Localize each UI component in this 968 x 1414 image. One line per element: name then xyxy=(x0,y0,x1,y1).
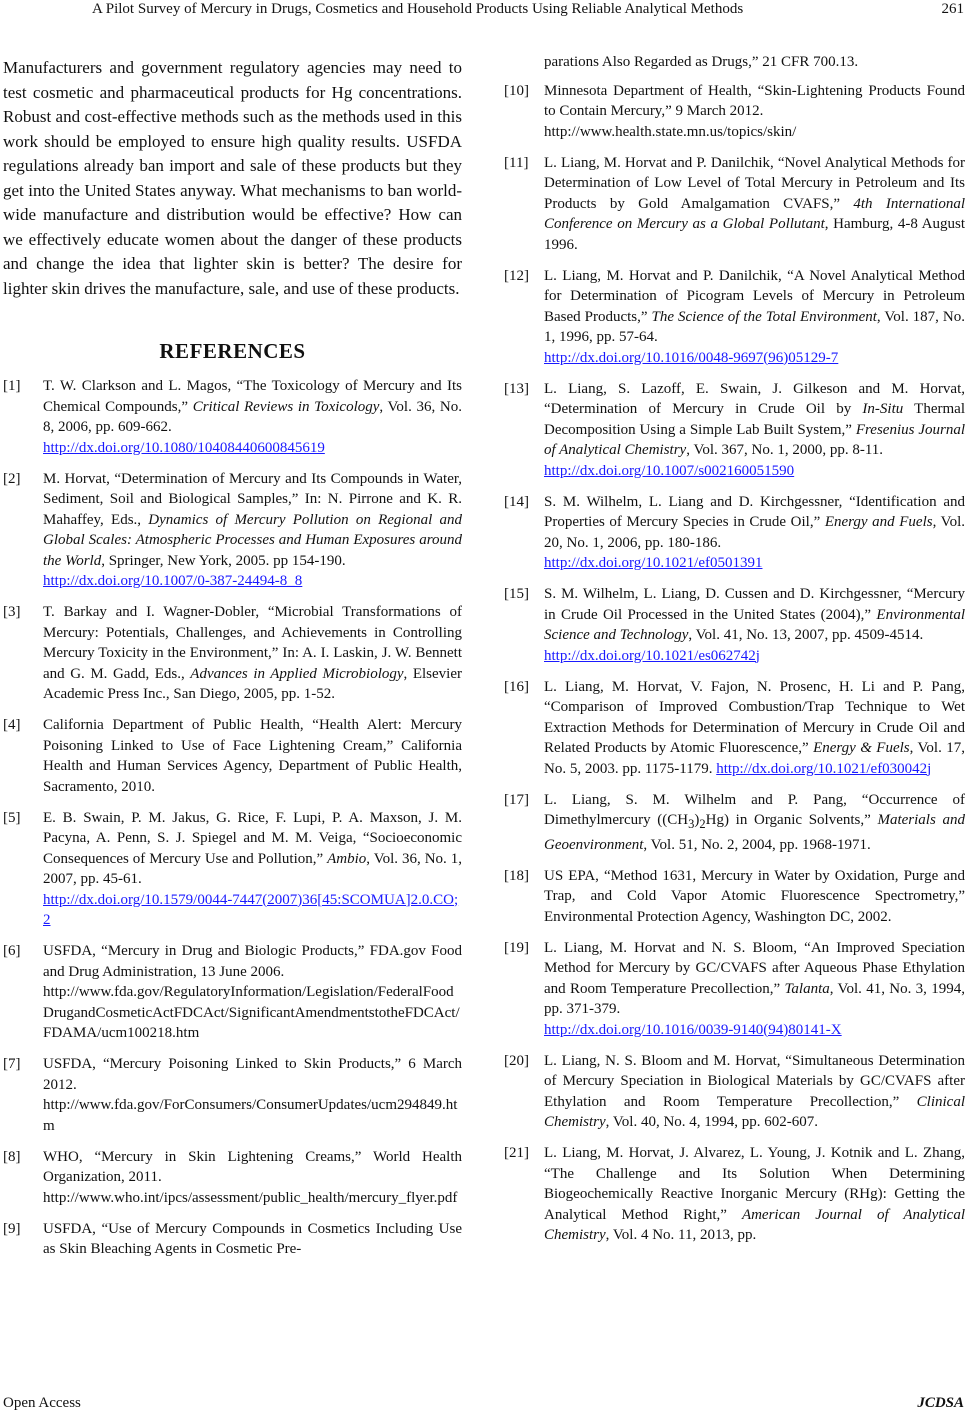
reference-item xyxy=(3,1147,462,1209)
reference-authors-title: USFDA, “Use of Mercury Compounds in Cosmetics Including Use as Skin Bleaching Agents in Cosmetic Pre- xyxy=(43,1220,462,1257)
reference-item xyxy=(3,469,462,592)
reference-number: [18] xyxy=(504,867,529,884)
reference-doi-link[interactable]: http://dx.doi.org/10.1007/0-387-24494-8_8 xyxy=(43,573,303,589)
reference-item xyxy=(504,379,965,482)
reference-number: [3] xyxy=(3,604,21,620)
reference-details: , Elsevier Academic Press Inc., San Diego, 2005, pp. 1-52. xyxy=(43,665,462,702)
references-heading: REFERENCES xyxy=(159,339,306,363)
reference-authors-title: S. M. Wilhelm, L. Liang and D. Kirchgessner, “Identification and Properties of Mercury Species in Crude Oil,” xyxy=(544,493,965,530)
reference-authors-title: M. Horvat, “Determination of Mercury and Its Compounds in Water, Sediment, Soil and Biological Samples,” In: N. Pirrone and K. R. Mahaffey, Eds., xyxy=(43,470,462,528)
reference-source-title: Energy & Fuels xyxy=(813,740,910,756)
running-title: A Pilot Survey of Mercury in Drugs, Cosmetics and Household Products Using Reliable Analytical Methods xyxy=(92,1,744,17)
reference-text xyxy=(544,81,965,143)
reference-number: [4] xyxy=(3,717,21,733)
reference-text-part: ) xyxy=(694,812,700,828)
reference-source-title: Dynamics of Mercury Pollution on Regional and Global Scales: Atmospheric Processes and Human Exposures around the World xyxy=(43,511,462,569)
reference-item xyxy=(504,584,965,666)
reference-source-title: Energy and Fuels xyxy=(824,514,933,530)
reference-doi-link[interactable]: http://dx.doi.org/10.1021/ef030042j xyxy=(716,760,932,777)
reference-number: [9] xyxy=(3,1220,21,1237)
reference-item xyxy=(3,715,462,797)
page-header xyxy=(0,0,968,20)
reference-details: , Vol. 17, No. 5, 2003. pp. 1175-1179. xyxy=(544,740,965,777)
reference-text xyxy=(43,715,462,797)
reference-text xyxy=(544,866,965,928)
reference-number: [15] xyxy=(504,586,529,602)
reference-item xyxy=(504,266,965,369)
reference-text xyxy=(544,492,965,574)
reference-item xyxy=(3,602,462,705)
reference-details: , Vol. 4 No. 11, 2013, pp. xyxy=(605,1227,757,1243)
page-footer xyxy=(0,1395,968,1414)
reference-number: [2] xyxy=(3,470,21,487)
reference-source-title: Environmental Science and Technology xyxy=(544,606,965,643)
reference-authors-title: L. Liang, N. S. Bloom and M. Horvat, “Simultaneous Determination of Mercury Speciation in Biological Materials by GC/CVAFS after Ethylation and Room Temperature Precollection,” xyxy=(544,1052,965,1110)
reference-authors-title: L. Liang, S. M. Wilhelm and P. Pang, “Occurrence of Dimethylmercury ((CH xyxy=(544,791,965,828)
reference-details: , Vol. 41, No. 13, 2007, pp. 4509-4514. xyxy=(688,627,924,643)
reference-number: [1] xyxy=(3,378,21,394)
reference-item xyxy=(504,938,965,1041)
reference-item xyxy=(504,1051,965,1133)
reference-authors-title: Minnesota Department of Health, “Skin-Lightening Products Found to Contain Mercury,” 9 March 2012. xyxy=(544,82,965,119)
reference-text xyxy=(544,790,965,856)
reference-url: http://www.health.state.mn.us/topics/skin/ xyxy=(544,123,797,140)
reference-text xyxy=(544,1051,965,1133)
reference-source-title: Critical Reviews in Toxicology xyxy=(192,398,380,415)
reference-number: [21] xyxy=(504,1145,529,1161)
reference-authors-title: L. Liang, S. Lazoff, E. Swain, J. Gilkeson and M. Horvat, “Determination of Mercury in Crude Oil by xyxy=(544,380,965,417)
reference-item xyxy=(3,1054,462,1136)
reference-doi-link[interactable]: http://dx.doi.org/10.1007/s002160051590 xyxy=(544,462,795,479)
reference-authors-title: E. B. Swain, P. M. Jakus, G. Rice, F. Lupi, P. A. Maxson, J. M. Pacyna, A. Penn, S. J. Spiegel and M. M. Veiga, “Socioeconomic Consequences of Mercury Use and Pollution,” xyxy=(43,809,462,867)
reference-doi-link[interactable]: http://dx.doi.org/10.1021/es062742j xyxy=(544,647,760,664)
reference-number: [14] xyxy=(504,493,529,510)
reference-authors-title: parations Also Regarded as Drugs,” 21 CFR 700.13. xyxy=(544,54,859,70)
reference-journal-title: Materials and Geoenvironment xyxy=(544,812,965,853)
subscript: 3 xyxy=(688,817,695,831)
reference-authors-title: US EPA, “Method 1631, Mercury in Water by Oxidation, Purge and Trap, and Cold Vapor Atomic Fluorescence Spectrometry,” Environmental Protection Agency, Washington DC, 2002. xyxy=(544,867,965,925)
reference-text xyxy=(43,469,462,592)
reference-text-part: Hg) in Organic Solvents,” xyxy=(705,812,878,828)
reference-number: [5] xyxy=(3,809,21,826)
reference-item xyxy=(3,1219,462,1260)
reference-doi-link[interactable]: http://dx.doi.org/10.1016/0039-9140(94)80141-X xyxy=(544,1021,842,1038)
reference-number: [10] xyxy=(504,82,529,99)
reference-number: [16] xyxy=(504,678,529,695)
reference-item xyxy=(504,81,965,143)
reference-source-title: Clinical Chemistry xyxy=(544,1093,965,1130)
journal-abbrev: JCDSA xyxy=(917,1395,964,1411)
reference-text xyxy=(544,938,965,1041)
reference-source-title: In-Situ xyxy=(862,401,904,417)
reference-item xyxy=(504,1143,965,1246)
reference-authors-title: L. Liang, M. Horvat, V. Fajon, N. Prosenc, H. Li and P. Pang, “Comparison of Improved Combustion/Trap Technique to Wet Extraction Methods for Determination of Mercury in Crude Oil and Related Products by Atomic Fluorescence,” xyxy=(544,678,965,756)
reference-item xyxy=(504,492,965,574)
subscript: 2 xyxy=(699,817,706,831)
reference-authors-title: L. Liang, M. Horvat, J. Alvarez, L. Young, J. Kotnik and L. Zhang, “The Challenge and Its Solution When Determining Biogeochemically Reactive Inorganic Mercury (RHg): Getting the Analytical Method Right,” xyxy=(544,1145,965,1223)
reference-number: [11] xyxy=(504,154,529,171)
reference-number: [7] xyxy=(3,1056,21,1072)
reference-item xyxy=(504,52,965,73)
reference-text xyxy=(544,379,965,482)
reference-number: [6] xyxy=(3,943,21,959)
reference-item xyxy=(3,376,462,458)
open-access-label: Open Access xyxy=(3,1395,81,1411)
reference-number: [17] xyxy=(504,791,529,808)
reference-text xyxy=(43,376,462,458)
reference-number: [8] xyxy=(3,1148,21,1165)
reference-url: http://www.who.int/ipcs/assessment/public_health/mercury_flyer.pdf xyxy=(43,1189,458,1206)
reference-text xyxy=(43,1219,462,1260)
reference-text xyxy=(544,266,965,369)
reference-number xyxy=(504,52,544,73)
reference-text xyxy=(43,1147,462,1209)
reference-doi-link[interactable]: http://dx.doi.org/10.1080/10408440600845619 xyxy=(43,439,325,456)
reference-doi-link[interactable]: http://dx.doi.org/10.1579/0044-7447(2007)36[45:SCOMUA]2.0.CO;2 xyxy=(43,891,459,928)
reference-text xyxy=(544,153,965,256)
reference-details: , Vol. 187, No. 1, 1996, pp. 57-64. xyxy=(544,308,965,345)
reference-journal-title: Fresenius Journal of Analytical Chemistry xyxy=(544,421,966,458)
reference-text xyxy=(544,1143,965,1246)
reference-doi-link[interactable]: http://dx.doi.org/10.1021/ef0501391 xyxy=(544,555,763,571)
right-column xyxy=(504,52,965,1256)
reference-item xyxy=(3,808,462,931)
reference-details: , Hamburg, 4-8 August 1996. xyxy=(544,216,966,253)
reference-number: [12] xyxy=(504,267,529,284)
reference-source-title: Ambio xyxy=(327,850,367,867)
reference-item xyxy=(3,941,462,1044)
reference-authors-title: S. M. Wilhelm, L. Liang, D. Cussen and D. Kirchgessner, “Mercury in Crude Oil Processed in the United States (2004),” xyxy=(544,586,965,623)
reference-authors-title: USFDA, “Mercury in Drug and Biologic Products,” FDA.gov Food and Drug Administration, 13 June 2006. xyxy=(43,943,462,980)
reference-list-left xyxy=(3,376,462,1260)
reference-url: http://www.fda.gov/ForConsumers/ConsumerUpdates/ucm294849.htm xyxy=(43,1097,458,1134)
reference-authors-title: L. Liang, M. Horvat and N. S. Bloom, “An Improved Speciation Method for Mercury by GC/CVAFS after Aqueous Phase Ethylation and Room Temperature Precollection,” xyxy=(544,939,965,997)
reference-details: , Vol. 40, No. 4, 1994, pp. 602-607. xyxy=(605,1114,819,1130)
reference-url: http://www.fda.gov/RegulatoryInformation/Legislation/FederalFoodDrugandCosmeticActFDCAct/SignificantAmendmentstotheFDCAct/FDAMA/ucm100218.htm xyxy=(43,984,460,1041)
reference-text xyxy=(544,52,965,73)
reference-source-title: 4th International Conference on Mercury as a Global Pollutant xyxy=(544,195,965,232)
reference-details: , Vol. 41, No. 3, 1994, pp. 371-379. xyxy=(544,980,965,1017)
reference-details: , Vol. 36, No. 1, 2007, pp. 45-61. xyxy=(43,850,462,887)
reference-number: [20] xyxy=(504,1052,529,1069)
reference-text xyxy=(544,677,965,780)
reference-source-title: American Journal of Analytical Chemistry xyxy=(544,1206,965,1243)
reference-authors-title: L. Liang, M. Horvat and P. Danilchik, “Novel Analytical Methods for Determination of Low Level of Total Mercury in Petroleum and Its Products by Gold Amalgamation CVAFS,” xyxy=(544,154,965,212)
reference-text xyxy=(544,584,965,666)
reference-list-right xyxy=(504,52,965,1246)
reference-item xyxy=(504,790,965,856)
reference-item xyxy=(504,677,965,780)
reference-number: [19] xyxy=(504,939,529,956)
reference-item xyxy=(504,153,965,256)
reference-authors-title: T. Barkay and I. Wagner-Dobler, “Microbial Transformations of Mercury: Potentials, Challenges, and Achievements in Controlling Mercury Toxicity in the Environment,” In: A. I. Laskin, J. W. Bennett and G. M. Gadd, Eds., xyxy=(43,604,462,682)
reference-details: Thermal Decomposition Using a Simple Lab Built System,” xyxy=(544,401,965,438)
reference-text xyxy=(43,1054,462,1136)
reference-authors-title: WHO, “Mercury in Skin Lightening Creams,” World Health Organization, 2011. xyxy=(43,1148,462,1185)
reference-details: , Vol. 20, No. 1, 2006, pp. 180-186. xyxy=(544,514,965,551)
reference-details: , Vol. 367, No. 1, 2000, pp. 8-11. xyxy=(686,442,884,458)
reference-source-title: Advances in Applied Microbiology xyxy=(190,665,404,682)
reference-text xyxy=(43,602,462,705)
reference-authors-title: California Department of Public Health, “Health Alert: Mercury Poisoning Linked to Use of Face Lightening Cream,” California Health and Human Services Agency, Department of Public Health, Sacramento, 2010. xyxy=(43,717,462,795)
reference-authors-title: L. Liang, M. Horvat and P. Danilchik, “A Novel Analytical Method for Determination of Picogram Levels of Mercury in Petroleum Based Products,” xyxy=(544,267,965,325)
reference-authors-title: USFDA, “Mercury Poisoning Linked to Skin Products,” 6 March 2012. xyxy=(43,1056,462,1093)
reference-number: [13] xyxy=(504,380,529,397)
reference-source-title: Talanta xyxy=(784,980,830,997)
reference-doi-link[interactable]: http://dx.doi.org/10.1016/0048-9697(96)05129-7 xyxy=(544,349,839,366)
body-paragraph: Manufacturers and government regulatory agencies may need to test cosmetic and pharmaceutical products for Hg concentrations. Robust and cost-effective methods such as the methods used in this work should be employed to ensure high quality results. USFDA regulations already ban import and sale of these products but they get into the United States anyway. What mechanisms to ban world-wide manufacture and distribution would be effective? How can we effectively educate women about the danger of these products and change the idea that lighter skin is better? The desire for lighter skin drives the manufacture, sale, and use of these products. xyxy=(3,58,462,298)
left-column xyxy=(3,56,462,1260)
reference-source-title: The Science of the Total Environment xyxy=(651,308,877,325)
reference-details: , Vol. 36, No. 8, 2006, pp. 609-662. xyxy=(43,398,462,435)
reference-text xyxy=(43,808,462,931)
reference-details: , Vol. 51, No. 2, 2004, pp. 1968-1971. xyxy=(643,836,871,853)
reference-details: , Springer, New York, 2005. pp 154-190. xyxy=(101,552,346,569)
page-number: 261 xyxy=(941,1,964,17)
reference-item xyxy=(504,866,965,928)
reference-text xyxy=(43,941,462,1044)
reference-authors-title: T. W. Clarkson and L. Magos, “The Toxicology of Mercury and Its Chemical Compounds,” xyxy=(43,378,462,415)
